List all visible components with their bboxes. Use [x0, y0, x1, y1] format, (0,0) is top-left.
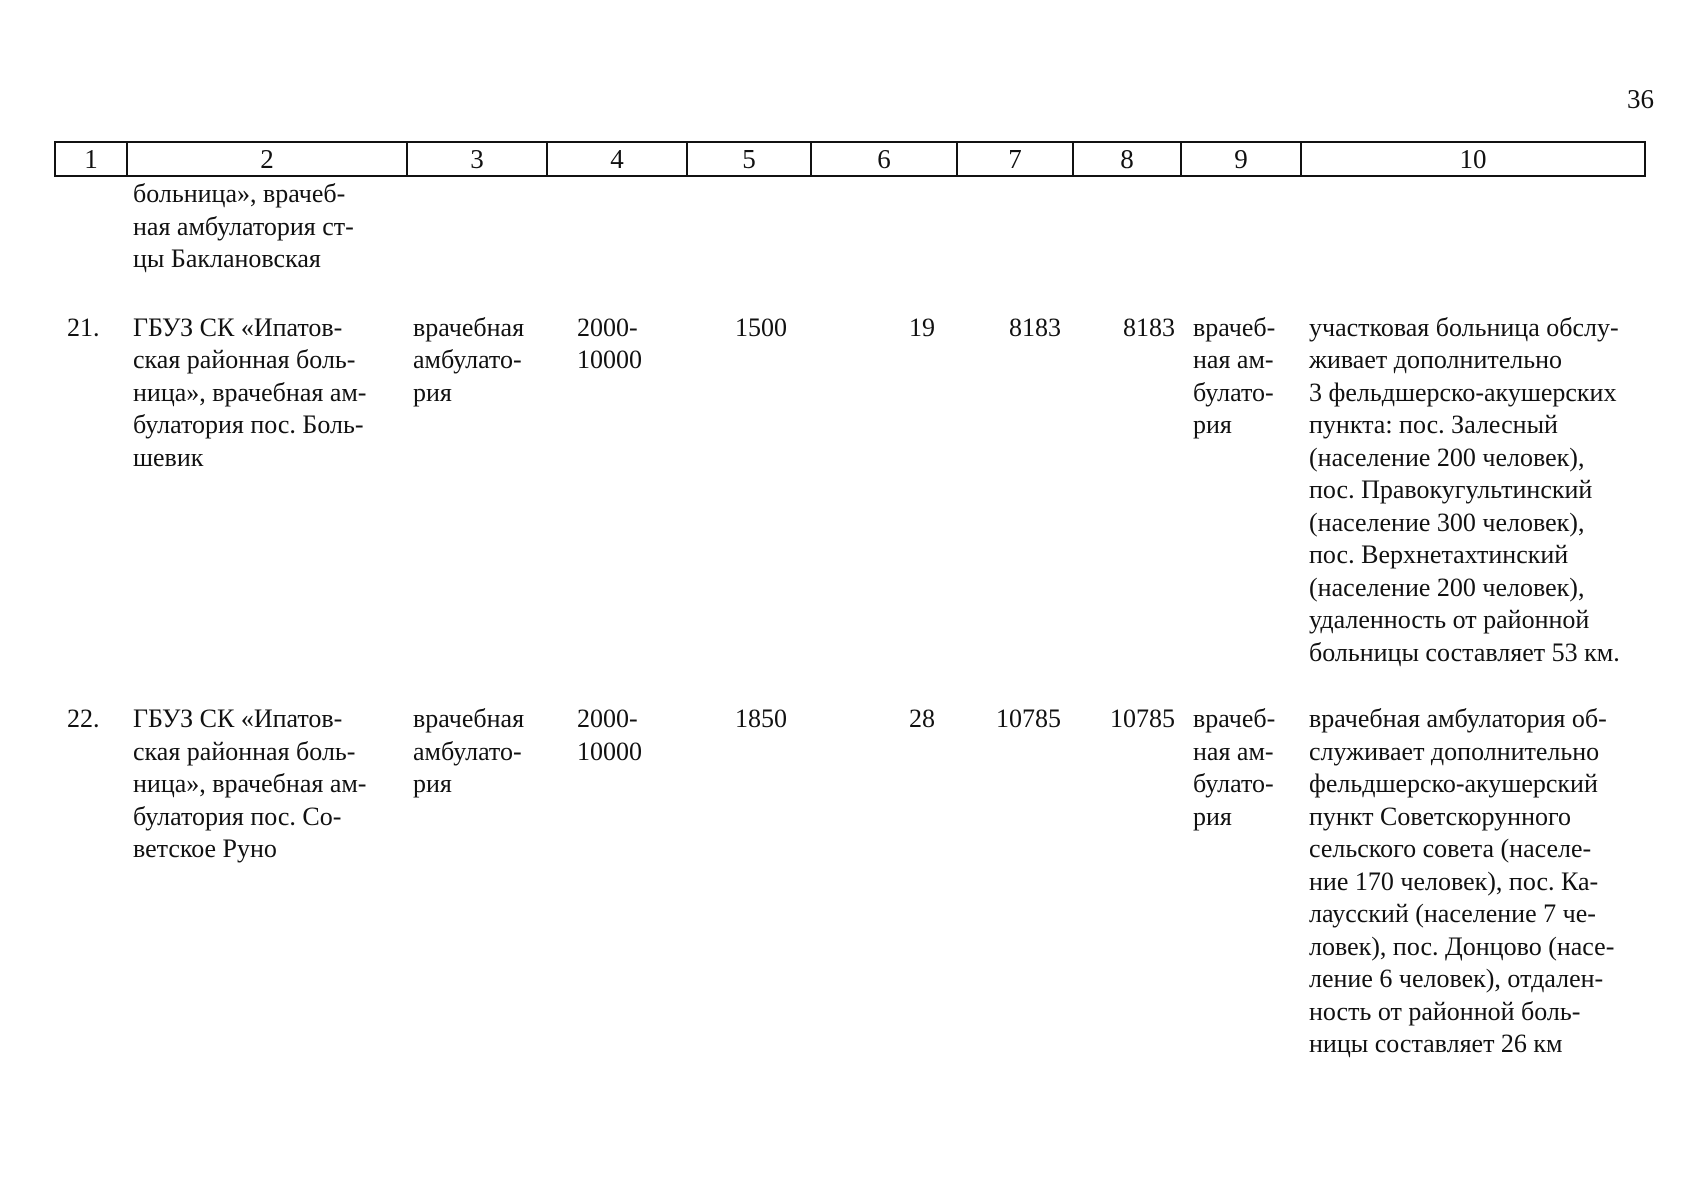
text-line: ГБУЗ СК «Ипатов-	[133, 704, 343, 733]
text-line: ветское Руно	[133, 834, 277, 863]
text-line: ницы составляет 26 км	[1309, 1029, 1563, 1058]
cell-col9	[1181, 312, 1301, 670]
cell-col6: 19	[909, 312, 935, 342]
page-number: 36	[1627, 84, 1654, 114]
text-line: ловек), пос. Донцово (насе-	[1309, 931, 1615, 961]
text-line: больницы составляет 53 км.	[1309, 637, 1620, 667]
text-line: 10000	[577, 345, 642, 374]
text-line: амбулато-	[413, 736, 522, 766]
text-line: сельского совета (населе-	[1309, 834, 1592, 863]
text-line: ница», врачебная ам-	[133, 377, 367, 407]
cell-notes	[1301, 312, 1645, 670]
column-header-6: 6	[811, 142, 957, 176]
cell-col5: 1500	[735, 312, 787, 342]
text-line: живает дополнительно	[1309, 345, 1563, 374]
text-line: ная ам-	[1193, 736, 1274, 766]
header-row	[55, 142, 1645, 176]
text-line: пункт Советскорунного	[1309, 801, 1572, 831]
text-line: ГБУЗ СК «Ипатов-	[133, 312, 343, 342]
text-line: ская районная боль-	[133, 345, 356, 374]
text-line: пункта: пос. Залесный	[1309, 410, 1558, 439]
cell-facility-type	[407, 703, 547, 1061]
text-line: врачебная амбулатория об-	[1309, 704, 1607, 733]
cell-facility-type	[407, 312, 547, 670]
column-header-5: 5	[687, 142, 811, 176]
text-line: ность от районной боль-	[1309, 996, 1581, 1026]
text-line: ние 170 человек), пос. Ка-	[1309, 866, 1599, 896]
text-line: врачебная	[413, 312, 525, 342]
text-line: больница», врачеб-	[133, 179, 346, 208]
text-line: фельдшерско-акушерский	[1309, 769, 1598, 798]
text-line: лаусский (население 7 че-	[1309, 899, 1596, 928]
text-line: врачеб-	[1193, 704, 1276, 733]
facilities-table	[54, 141, 1646, 1061]
table-row	[55, 703, 1645, 1061]
text-line: 3 фельдшерско-акушерских	[1309, 377, 1617, 407]
text-line: цы Баклановская	[133, 244, 321, 273]
text-line: рия	[1193, 801, 1232, 831]
text-line: 2000-	[577, 704, 638, 733]
column-header-8: 8	[1073, 142, 1181, 176]
text-line: ница», врачебная ам-	[133, 769, 367, 798]
column-header-4: 4	[547, 142, 687, 176]
text-line: 10000	[577, 736, 642, 766]
text-line: рия	[413, 377, 452, 407]
text-line: амбулато-	[413, 345, 522, 374]
text-line: (население 300 человек),	[1309, 507, 1585, 537]
cell-col8: 10785	[1110, 704, 1175, 733]
cell-col7: 8183	[1009, 312, 1061, 342]
text-line: участковая больница обслу-	[1309, 312, 1619, 342]
cell-col8: 8183	[1123, 312, 1175, 342]
text-line: служивает дополнительно	[1309, 736, 1600, 766]
text-line: (население 200 человек),	[1309, 572, 1585, 602]
text-line: пос. Верхнетахтинский	[1309, 540, 1569, 569]
cell-notes	[1301, 703, 1645, 1061]
table-row	[55, 312, 1645, 670]
text-line: ление 6 человек), отдален-	[1309, 964, 1604, 993]
column-header-3: 3	[407, 142, 547, 176]
cell-col6: 28	[909, 704, 935, 733]
cell-col7: 10785	[996, 704, 1061, 733]
column-header-7: 7	[957, 142, 1073, 176]
cell-col9	[1181, 703, 1301, 1061]
table-row-continuation	[55, 176, 1645, 276]
text-line: рия	[1193, 410, 1232, 439]
text-line: удаленность от районной	[1309, 605, 1590, 634]
cell-population-range	[547, 703, 687, 1061]
cell-num: 21.	[67, 312, 100, 342]
column-header-1: 1	[55, 142, 127, 176]
text-line: ская районная боль-	[133, 736, 356, 766]
cell-col5: 1850	[735, 704, 787, 733]
cell-facility-name	[127, 312, 407, 670]
column-header-2: 2	[127, 142, 407, 176]
cell-num	[55, 176, 127, 276]
text-line: булато-	[1193, 769, 1274, 798]
text-line: булатория пос. Со-	[133, 801, 342, 831]
text-line: булато-	[1193, 377, 1274, 407]
cell-facility-name	[127, 176, 407, 276]
text-line: булатория пос. Боль-	[133, 410, 364, 439]
text-line: ная ам-	[1193, 345, 1274, 374]
text-line: ная амбулатория ст-	[133, 211, 354, 241]
text-line: рия	[413, 769, 452, 798]
text-line: врачебная	[413, 704, 525, 733]
column-header-9: 9	[1181, 142, 1301, 176]
cell-num: 22.	[67, 704, 100, 733]
cell-facility-name	[127, 703, 407, 1061]
text-line: врачеб-	[1193, 312, 1276, 342]
text-line: шевик	[133, 442, 204, 472]
column-header-10: 10	[1301, 142, 1645, 176]
text-line: пос. Правокугультинский	[1309, 475, 1593, 504]
text-line: 2000-	[577, 312, 638, 342]
cell-population-range	[547, 312, 687, 670]
text-line: (население 200 человек),	[1309, 442, 1585, 472]
